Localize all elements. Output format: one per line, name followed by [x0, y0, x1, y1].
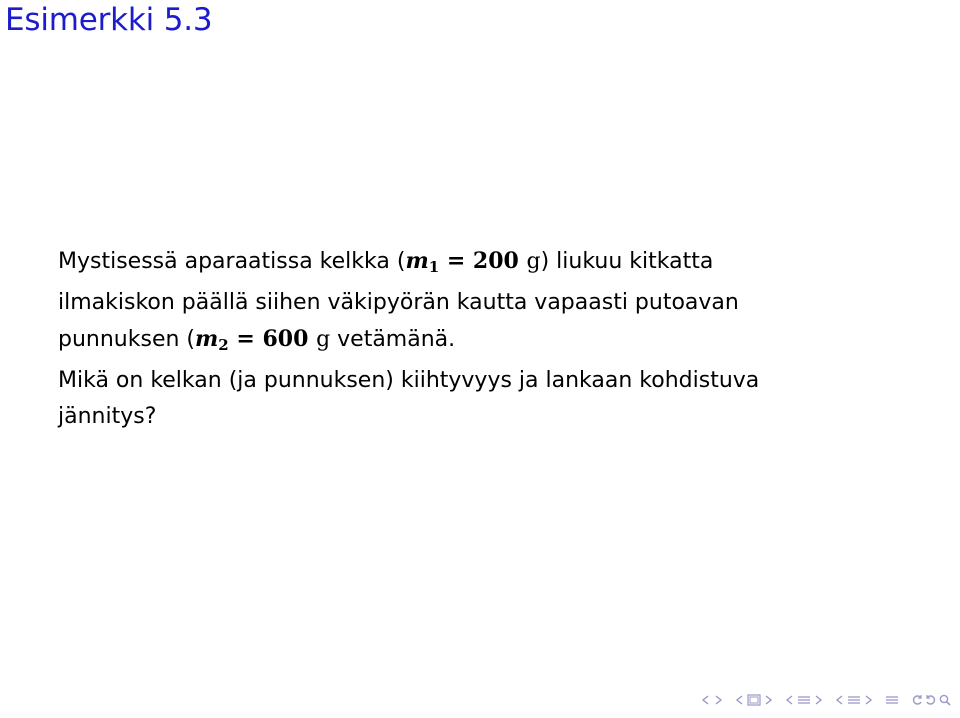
line1-text: Mystisessä aparaatissa kelkka (: [58, 249, 406, 274]
nav-slide-right-icon[interactable]: [712, 693, 724, 707]
text-line-2: ilmakiskon päällä siihen väkipyörän kautta vapaasti putoavan: [58, 290, 739, 315]
nav-frame-icon[interactable]: [746, 693, 762, 707]
beamer-navigation-bar: [690, 690, 952, 710]
nav-search-group: [910, 693, 952, 707]
nav-section-right-icon[interactable]: [862, 693, 874, 707]
nav-search-back-icon[interactable]: [910, 693, 924, 707]
nav-align-icon[interactable]: [884, 693, 900, 707]
nav-subsection-right-icon[interactable]: [812, 693, 824, 707]
example-text: [58, 243, 918, 435]
m1-variable: m: [405, 248, 429, 274]
m2-variable: m: [195, 326, 219, 352]
text-line-1: [58, 243, 918, 285]
m1-subscript: 1: [428, 258, 440, 276]
nav-subsection-icon[interactable]: [796, 693, 812, 707]
line3-tail: vetämänä.: [330, 327, 456, 352]
text-line-3: [58, 321, 918, 363]
frame-title: Esimerkki 5.3: [5, 2, 213, 38]
m2-value: = 600: [228, 326, 317, 352]
nav-section-left-icon[interactable]: [834, 693, 846, 707]
m1-value: = 200: [439, 248, 527, 274]
nav-frame-right-icon[interactable]: [762, 693, 774, 707]
m2-unit: g: [316, 327, 331, 352]
line3-text: punnuksen (: [58, 327, 195, 352]
line1-tail: ) liukuu kitkatta: [540, 249, 714, 274]
m1-unit: g: [526, 249, 541, 274]
nav-section-group: [834, 693, 874, 707]
nav-search-forward-icon[interactable]: [924, 693, 938, 707]
nav-frame-group: [734, 693, 774, 707]
nav-subsection-group: [784, 693, 824, 707]
m2-subscript: 2: [218, 336, 229, 354]
nav-slide-left-icon[interactable]: [700, 693, 712, 707]
nav-search-icon[interactable]: [938, 693, 952, 707]
nav-slide-group: [700, 693, 724, 707]
nav-section-icon[interactable]: [846, 693, 862, 707]
nav-align-group: [884, 693, 900, 707]
nav-subsection-left-icon[interactable]: [784, 693, 796, 707]
text-line-4: Mikä on kelkan (ja punnuksen) kiihtyvyys ja lankaan kohdistuva: [58, 368, 760, 393]
nav-frame-left-icon[interactable]: [734, 693, 746, 707]
text-line-5: jännitys?: [58, 404, 157, 429]
